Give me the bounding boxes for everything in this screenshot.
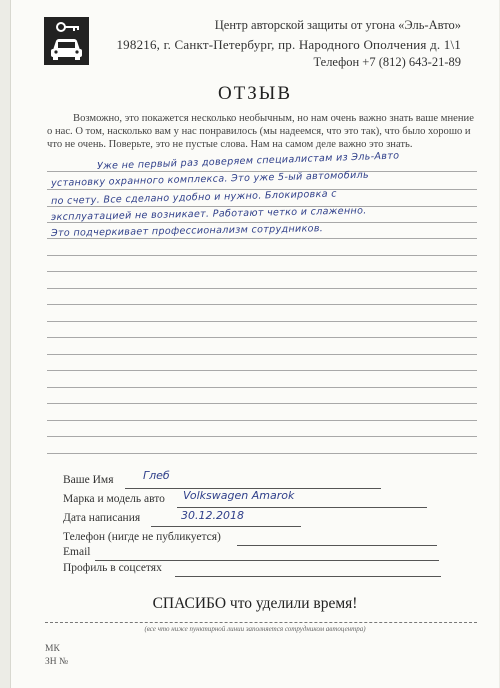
page-title: ОТЗЫВ: [217, 83, 293, 104]
car-value: Volkswagen Amarok: [183, 489, 295, 502]
ruled-line: [47, 403, 477, 404]
company-address: 198216, г. Санкт-Петербург, пр. Народного Ополчения д. 1\1: [116, 37, 461, 52]
car-label: Марка и модель авто: [63, 493, 165, 505]
email-field[interactable]: [95, 560, 439, 561]
date-label: Дата написания: [63, 512, 141, 524]
company-phone: Телефон +7 (812) 643-21-89: [313, 55, 461, 69]
ruled-line: [47, 304, 477, 305]
review-line: Уже не первый раз доверяем специалистам из Эль-Авто: [96, 150, 400, 172]
ruled-line: [47, 337, 477, 338]
mk-label: МК: [45, 644, 60, 654]
ruled-line: [47, 321, 477, 322]
ruled-line: [47, 453, 477, 454]
zn-label: ЗН №: [45, 657, 69, 667]
review-line: эксплуатацией не возникает. Работают четко и слаженно.: [50, 205, 367, 223]
phone-field[interactable]: [237, 545, 437, 546]
company-name: Центр авторской защиты от угона «Эль-Авто»: [214, 18, 461, 32]
ruled-line: [47, 354, 477, 355]
ruled-line: [47, 436, 477, 437]
logo: [44, 17, 89, 65]
date-field[interactable]: [151, 526, 301, 527]
ruled-line: [47, 420, 477, 421]
staff-divider: [45, 622, 477, 623]
date-value: 30.12.2018: [181, 509, 244, 522]
review-line: по счету. Все сделано удобно и нужно. Блокировка с: [50, 188, 337, 207]
phone-label: Телефон (нигде не публикуется): [63, 531, 221, 543]
intro-text: Возможно, это покажется несколько необычным, но нам очень важно знать ваше мнение о нас. О том, насколько вам у нас понравилось (мы надеемся, что это так), что было хорошо и что не очень. Поверьте, это не пустые слова. Нам на самом деле важно это знать.: [47, 113, 474, 150]
ruled-line: [47, 238, 477, 239]
ruled-line: [47, 387, 477, 388]
ruled-line: [47, 288, 477, 289]
name-value: Глеб: [143, 469, 170, 482]
ruled-line: [47, 255, 477, 256]
social-label: Профиль в соцсетях: [63, 562, 162, 574]
review-line: установку охранного комплекса. Это уже 5-ый автомобиль: [50, 169, 370, 189]
ruled-line: [47, 271, 477, 272]
thanks-message: СПАСИБО что уделили время!: [152, 595, 358, 612]
review-form-sheet: [10, 0, 499, 688]
email-label: Email: [63, 546, 91, 558]
name-label: Ваше Имя: [63, 474, 114, 486]
ruled-line: [47, 370, 477, 371]
social-field[interactable]: [175, 576, 441, 577]
staff-note: (все что ниже пунктирной линии заполняется сотрудником автоцентра): [144, 625, 366, 633]
car-key-logo-icon: [44, 17, 89, 65]
car-field[interactable]: [177, 507, 427, 508]
review-line: Это подчеркивает профессионализм сотрудников.: [50, 223, 324, 239]
